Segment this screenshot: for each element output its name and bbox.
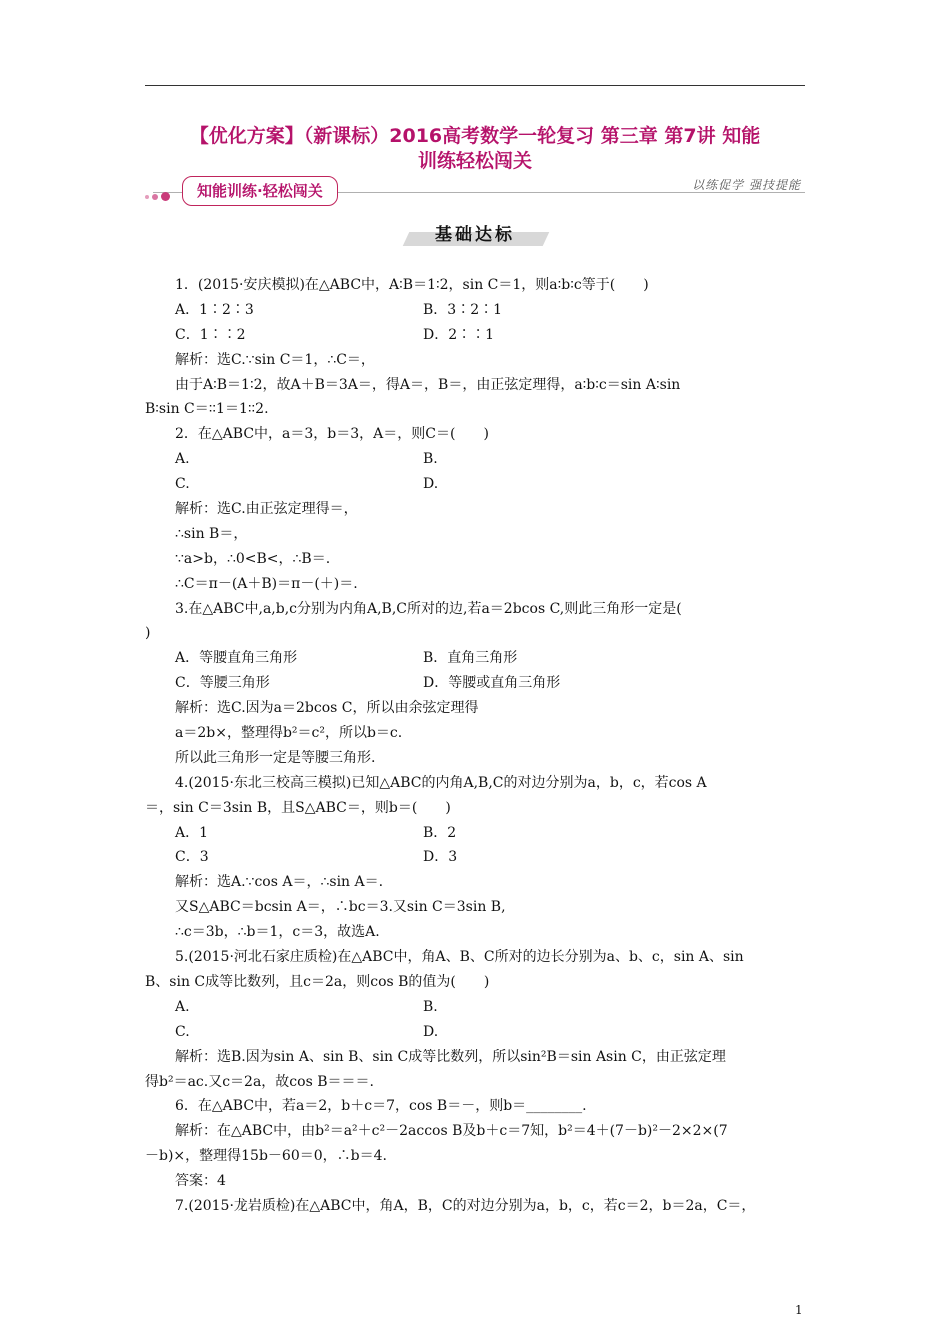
section-banner (145, 174, 805, 210)
text-line: ＝，sin C＝3sin B，且S△ABC＝，则b＝( ) (145, 799, 451, 816)
option-right: D．2∶∶1 (423, 326, 495, 343)
page-number: 1 (795, 1303, 803, 1317)
text-line: 答案：4 (175, 1173, 226, 1190)
option-right: B．3∶2∶1 (423, 301, 503, 318)
text-line (145, 323, 807, 348)
option-right: D. (423, 476, 439, 493)
option-right: D. (423, 1023, 439, 1040)
text-line: 解析：选C.∵sin C＝1，∴C＝， (175, 351, 375, 368)
text-line: B∶sin C＝∶∶1＝1∶∶2. (145, 401, 269, 418)
option-right: D．3 (423, 849, 458, 866)
text-line: ∵a>b，∴0<B<，∴B＝. (175, 550, 331, 567)
option-right: B. (423, 451, 438, 468)
section-heading (400, 222, 550, 248)
text-line: a＝2b×，整理得b²＝c²，所以b＝c. (175, 725, 403, 742)
option-left: C．3 (175, 849, 209, 866)
text-line: 由于A∶B＝1∶2，故A＋B＝3A＝，得A＝，B＝，由正弦定理得，a∶b∶c＝sin A∶sin (175, 376, 681, 393)
text-line: 解析：选A.∵cos A＝，∴sin A＝. (175, 874, 384, 891)
text-line (145, 845, 807, 870)
text-line (145, 1020, 807, 1045)
text-line: 2．在△ABC中，a＝3，b＝3，A＝，则C＝( ) (175, 426, 489, 443)
text-line: ∴sin B＝， (175, 525, 248, 542)
text-line (145, 821, 807, 846)
text-line: ∴c＝3b，∴b＝1，c＝3，故选A. (175, 924, 380, 941)
option-left: A．1 (175, 824, 209, 841)
title-line-1: 【优化方案】（新课标）2016高考数学一轮复习 第三章 第7讲 知能 (189, 125, 761, 147)
top-rule (145, 85, 805, 86)
option-left: C. (175, 1023, 190, 1040)
text-line (145, 646, 807, 671)
option-left: C．1∶∶2 (175, 326, 246, 343)
option-left: C．等腰三角形 (175, 675, 270, 692)
exercise-body (145, 273, 807, 1219)
text-line: 解析：选C.由正弦定理得＝， (175, 501, 358, 518)
text-line: 1．(2015·安庆模拟)在△ABC中，A∶B＝1∶2，sin C＝1，则a∶b∶c等于( ) (175, 277, 649, 293)
text-line: 解析：选C.因为a＝2bcos C，所以由余弦定理得 (175, 700, 479, 717)
option-right: B．2 (423, 824, 457, 841)
option-right: B. (423, 998, 438, 1015)
option-right: D．等腰或直角三角形 (423, 675, 561, 692)
text-line: B、sin C成等比数列，且c＝2a，则cos B的值为( ) (145, 973, 490, 990)
title-line-2: 训练轻松闯关 (417, 150, 532, 172)
option-left: C. (175, 476, 190, 493)
text-line: 得b²＝ac.又c＝2a，故cos B＝＝＝. (145, 1073, 374, 1090)
text-line (145, 472, 807, 497)
option-left: A. (175, 451, 190, 468)
option-left: A. (175, 998, 190, 1015)
text-line (145, 298, 807, 323)
text-line (145, 671, 807, 696)
text-line: 又S△ABC＝bcsin A＝，∴bc＝3.又sin C＝3sin B, (175, 899, 506, 916)
document-title (145, 124, 805, 174)
text-line: ∴C＝π－(A＋B)＝π－(＋)＝. (175, 575, 358, 592)
text-line: 6．在△ABC中，若a＝2，b＋c＝7，cos B＝－，则b＝________. (175, 1098, 587, 1115)
text-line: 4.(2015·东北三校高三模拟)已知△ABC的内角A,B,C的对边分别为a，b，c，若cos A (175, 774, 707, 791)
option-right: B．直角三角形 (423, 650, 518, 667)
option-left: A．1∶2∶3 (175, 301, 254, 318)
text-line (145, 995, 807, 1020)
text-line: 5.(2015·河北石家庄质检)在△ABC中，角A、B、C所对的边长分别为a、b、c，sin A、sin (175, 949, 744, 966)
banner-label: 知能训练·轻松闯关 (182, 176, 338, 206)
banner-slogan: 以练促学 强技提能 (692, 178, 801, 192)
text-line: －b)×，整理得15b－60＝0，∴b＝4. (145, 1148, 387, 1165)
option-left: A．等腰直角三角形 (175, 650, 298, 667)
text-line (145, 447, 807, 472)
text-line: ) (145, 625, 151, 642)
text-line: 所以此三角形一定是等腰三角形. (175, 749, 376, 766)
section-heading-text: 基础达标 (435, 225, 515, 245)
banner-dots-icon (145, 186, 173, 205)
text-line: 3.在△ABC中,a,b,c分别为内角A,B,C所对的边,若a＝2bcos C,则此三角形一定是( (175, 600, 682, 617)
text-line: 7.(2015·龙岩质检)在△ABC中，角A，B，C的对边分别为a，b，c，若c＝2，b＝2a，C＝， (175, 1197, 756, 1214)
text-line: 解析：在△ABC中，由b²＝a²＋c²－2accos B及b＋c＝7知，b²＝4＋(7－b)²－2×2×(7 (175, 1123, 728, 1140)
text-line: 解析：选B.因为sin A、sin B、sin C成等比数列，所以sin²B＝sin Asin C，由正弦定理 (175, 1048, 726, 1065)
